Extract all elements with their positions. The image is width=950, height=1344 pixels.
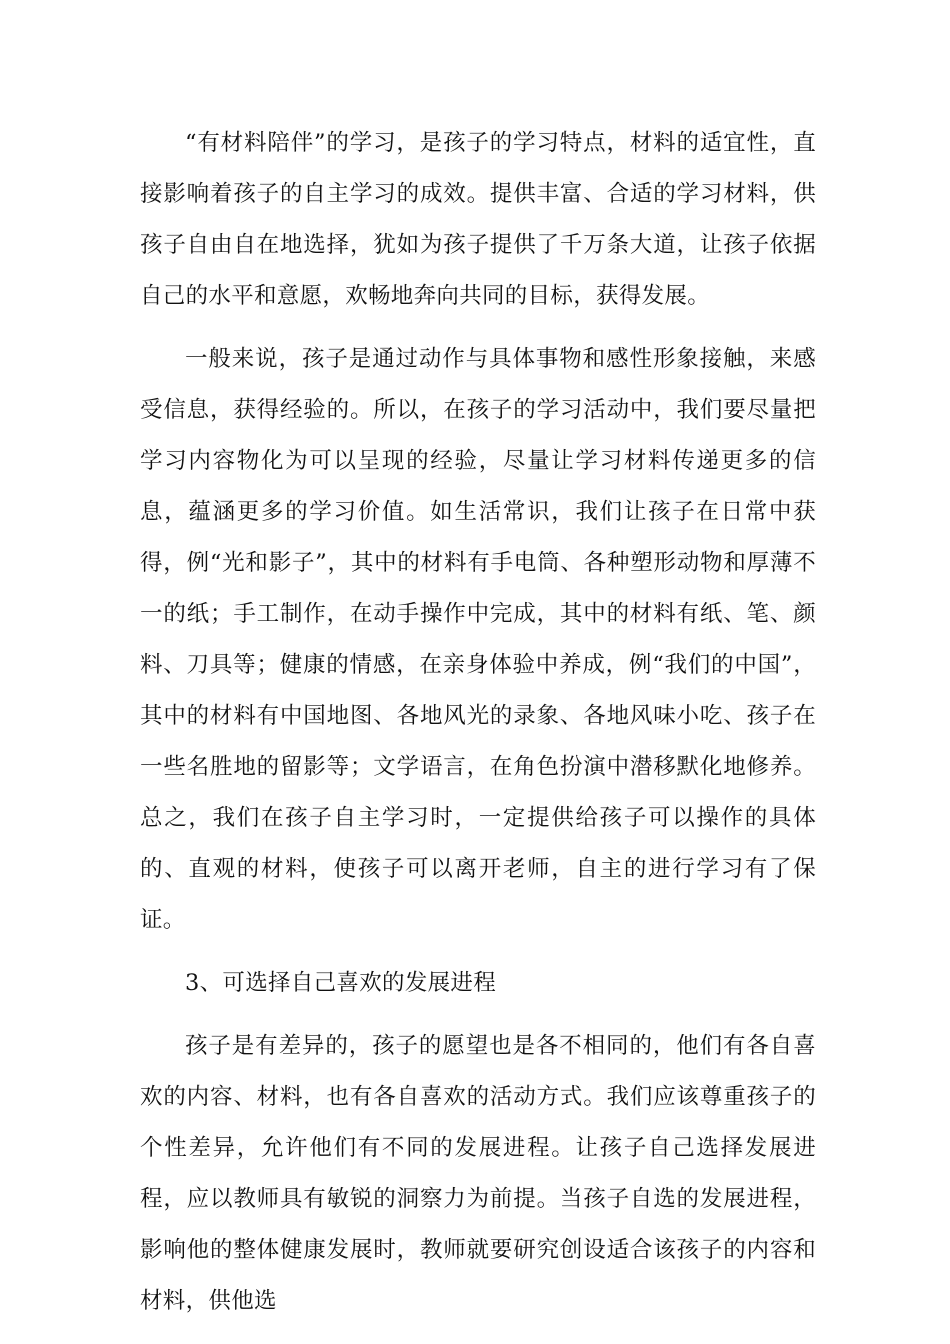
document-page <box>140 118 816 1339</box>
paragraph-materials: “有材料陪伴”的学习，是孩子的学习特点，材料的适宜性，直接影响着孩子的自主学习的成效。提供丰富、合适的学习材料，供孩子自由自在地选择，犹如为孩子提供了千万条大道，让孩子依据自己的水平和意愿，欢畅地奔向共同的目标，获得发展。 <box>140 130 816 309</box>
paragraph-individual-progress: 孩子是有差异的，孩子的愿望也是各不相同的，他们有各自喜欢的内容、材料，也有各自喜欢的活动方式。我们应该尊重孩子的个性差异，允许他们有不同的发展进程。让孩子自己选择发展进程，应以教师具有敏锐的洞察力为前提。当孩子自选的发展进程，影响他的整体健康发展时，教师就要研究创设适合该孩子的内容和材料，供他选 <box>140 1033 816 1314</box>
section-heading-3: 3、可选择自己喜欢的发展进程 <box>185 970 497 996</box>
paragraph-concrete-experience: 一般来说，孩子是通过动作与具体事物和感性形象接触，来感受信息，获得经验的。所以，在孩子的学习活动中，我们要尽量把学习内容物化为可以呈现的经验，尽量让学习材料传递更多的信息，蕴涵更多的学习价值。如生活常识，我们让孩子在日常中获得，例“光和影子”，其中的材料有手电筒、各种塑形动物和厚薄不一的纸；手工制作，在动手操作中完成，其中的材料有纸、笔、颜料、刀具等；健康的情感，在亲身体验中养成，例“我们的中国”，其中的材料有中国地图、各地风光的录象、各地风味小吃、孩子在一些名胜地的留影等；文学语言，在角色扮演中潜移默化地修养。总之，我们在孩子自主学习时，一定提供给孩子可以操作的具体的、直观的材料，使孩子可以离开老师，自主的进行学习有了保证。 <box>140 346 816 933</box>
